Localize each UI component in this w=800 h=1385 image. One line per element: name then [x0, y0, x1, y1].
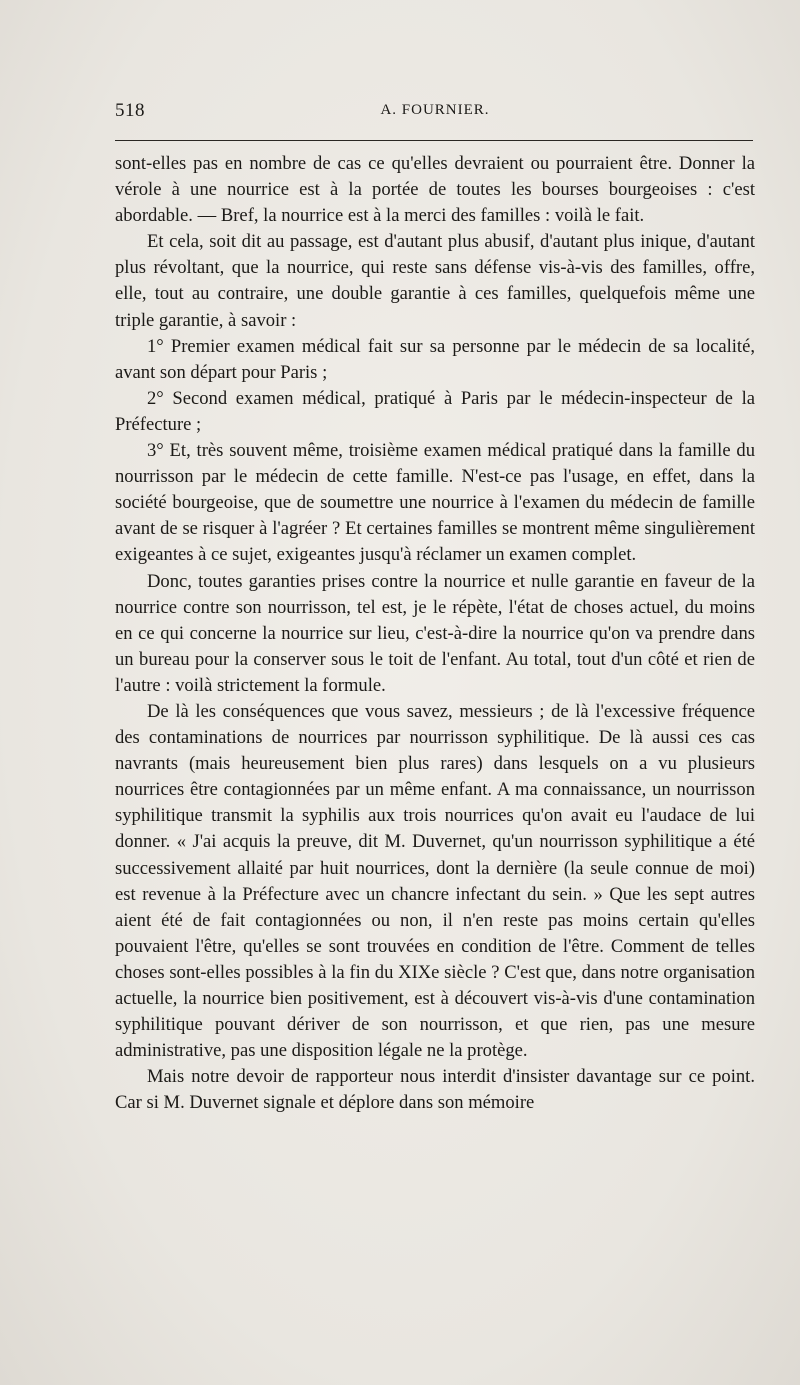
- paragraph: Et cela, soit dit au passage, est d'autant plus abusif, d'autant plus inique, d'autant plus révoltant, que la nourrice, qui reste sans défense vis-à-vis des familles, offre, elle, tout au contraire, une double garantie à ces familles, quelquefois même une triple garantie, à savoir :: [115, 231, 755, 331]
- header-rule: [115, 140, 753, 141]
- paragraph: sont-elles pas en nombre de cas ce qu'elles devraient ou pourraient être. Donner la vérole à une nourrice est à la portée de toutes les bourses bourgeoises : c'est abordable. — Bref, la nourrice est à la merci des familles : voilà le fait.: [115, 153, 755, 227]
- page-header: [115, 100, 755, 130]
- paragraph: De là les conséquences que vous savez, messieurs ; de là l'excessive fréquence des contaminations de nourrices par nourrisson syphilitique. De là aussi ces cas navrants (mais heureusement bien plus rares) dans lesquels on a vu plusieurs nourrices être contagionnées par un même enfant. A ma connaissance, un nourrisson syphilitique transmit la syphilis aux trois nourrices qu'on avait eu l'audace de lui donner. « J'ai acquis la preuve, dit M. Duvernet, qu'un nourrisson syphilitique a été successivement allaité par huit nourrices, dont la dernière (la seule connue de moi) est revenue à la Préfecture avec un chancre infectant du sein. » Que les sept autres aient été de fait contagionnées ou non, il n'en reste pas moins certain qu'elles pouvaient l'être, qu'elles se sont trouvées en condition de l'être. Comment de telles choses sont-elles possibles à la fin du XIXe siècle ? C'est que, dans notre organisation actuelle, la nourrice bien positivement, est à découvert vis-à-vis d'une contamination syphilitique pouvant dériver de son nourrisson, et que rien, pas une mesure administrative, pas une disposition légale ne la protège.: [115, 700, 755, 1062]
- paragraph: Mais notre devoir de rapporteur nous interdit d'insister davantage sur ce point. Car si M. Duvernet signale et déplore dans son mémoire: [115, 1066, 755, 1114]
- paragraph: Donc, toutes garanties prises contre la nourrice et nulle garantie en faveur de la nourrice contre son nourrisson, tel est, je le répète, l'état de choses actuel, du moins en ce qui concerne la nourrice sur lieu, c'est-à-dire la nourrice qu'on va prendre dans un bureau pour la conserver sous le toit de l'enfant. Au total, tout d'un côté et rien de l'autre : voilà strictement la formule.: [115, 570, 755, 696]
- list-item: 3° Et, très souvent même, troisième examen médical pratiqué dans la famille du nourrisson par le médecin de cette famille. N'est-ce pas l'usage, en effet, dans la société bourgeoise, que de soumettre une nourrice à l'examen du médecin de famille avant de se risquer à l'agréer ? Et certaines familles se montrent même singulièrement exigeantes à ce sujet, exigeantes jusqu'à réclamer un examen complet.: [115, 440, 755, 566]
- list-item: 1° Premier examen médical fait sur sa personne par le médecin de sa localité, avant son départ pour Paris ;: [115, 335, 755, 383]
- running-head: A. FOURNIER.: [380, 102, 490, 118]
- list-item: 2° Second examen médical, pratiqué à Paris par le médecin-inspecteur de la Préfecture ;: [115, 387, 755, 435]
- page-number: 518: [115, 100, 145, 121]
- body-text: [115, 151, 755, 1116]
